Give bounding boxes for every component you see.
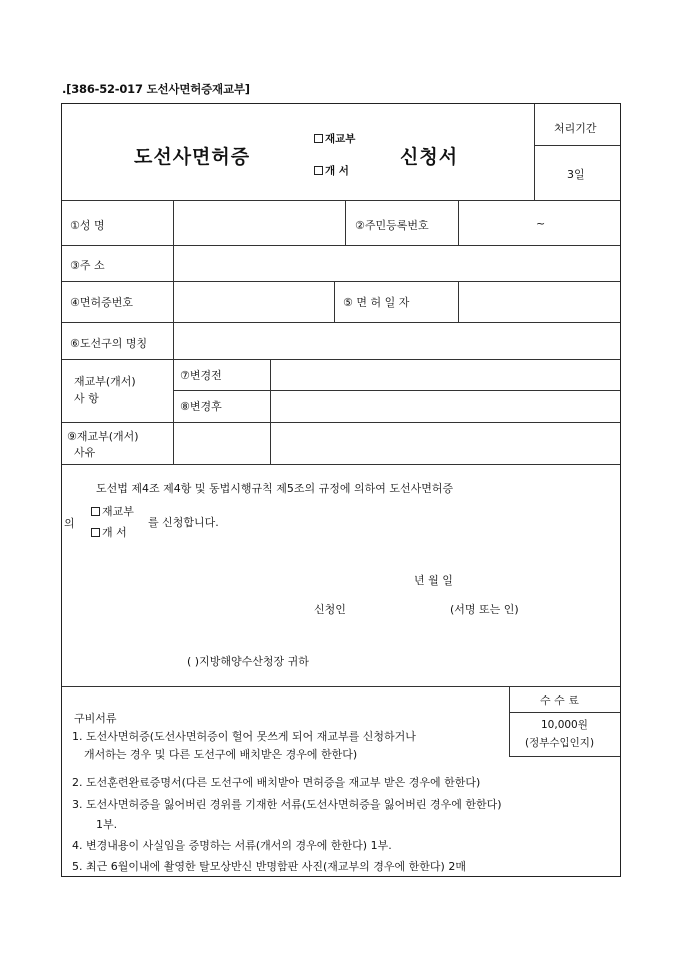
document-item-4: 4. 변경내용이 사실임을 증명하는 서류(개서의 경우에 한한다) 1부. — [72, 839, 392, 852]
option-reissue — [314, 131, 355, 146]
statement-opt2-label: 개 서 — [102, 526, 127, 539]
replace-checkbox[interactable] — [314, 166, 323, 175]
documents-title: 구비서류 — [74, 712, 117, 725]
label-pilot-area: ⑥도선구의 명칭 — [70, 337, 148, 350]
fee-note: (정부수입인지) — [525, 737, 595, 749]
document-item-5: 5. 최근 6월이내에 촬영한 탈모상반신 반명함판 사진(재교부의 경우에 한한다) 2매 — [72, 860, 466, 873]
label-change-items-1: 재교부(개서) — [74, 375, 136, 388]
application-form — [61, 103, 621, 877]
statement-signature: (서명 또는 인) — [450, 603, 519, 616]
statement-replace-checkbox[interactable] — [91, 528, 100, 537]
statement-reissue-checkbox[interactable] — [91, 507, 100, 516]
statement-ui: 의 — [64, 517, 75, 530]
document-item-3b: 1부. — [96, 818, 118, 831]
label-reason-1: ⑨재교부(개서) — [67, 430, 139, 443]
processing-value: 3일 — [567, 168, 585, 181]
label-before: ⑦변경전 — [180, 369, 222, 382]
label-address: ③주 소 — [70, 259, 105, 272]
statement-date: 년 월 일 — [414, 574, 453, 587]
label-change-items-2: 사 항 — [74, 392, 99, 405]
document-item-2: 2. 도선훈련완료증명서(다른 도선구에 배치받아 면허증을 재교부 받은 경우에 한한다) — [72, 776, 481, 789]
rrn-separator: ~ — [536, 217, 546, 230]
document-item-3a: 3. 도선사면허증을 잃어버린 경위를 기재한 서류(도선사면허증을 잃어버린 경우에 한한다) — [72, 798, 502, 811]
label-reason-2: 사유 — [74, 446, 96, 459]
statement-opt-replace — [91, 524, 127, 540]
statement-tail: 를 신청합니다. — [148, 516, 219, 529]
statement-applicant: 신청인 — [314, 603, 346, 616]
document-item-1a: 1. 도선사면허증(도선사면허증이 헐어 못쓰게 되어 재교부를 신청하거나 — [72, 730, 416, 743]
label-license-no: ④면허증번호 — [70, 296, 133, 309]
statement-line1: 도선법 제4조 제4항 및 동법시행규칙 제5조의 규정에 의하여 도선사면허증 — [96, 482, 454, 495]
fee-amount: 10,000원 — [541, 719, 588, 731]
label-rrn: ②주민등록번호 — [355, 219, 429, 232]
label-license-date: ⑤ 면 허 일 자 — [343, 296, 410, 309]
form-code: .[386-52-017 도선사면허증재교부] — [62, 82, 250, 96]
title-right: 신청서 — [400, 146, 459, 168]
label-after: ⑧변경후 — [180, 400, 222, 413]
option-replace-label: 개 서 — [325, 165, 349, 177]
statement-opt1-label: 재교부 — [102, 505, 134, 518]
option-replace — [314, 163, 349, 178]
fee-label: 수 수 료 — [540, 694, 579, 707]
reissue-checkbox[interactable] — [314, 134, 323, 143]
statement-opt-reissue — [91, 503, 134, 519]
label-name: ①성 명 — [70, 219, 105, 232]
processing-label: 처리기간 — [554, 122, 597, 135]
title-left: 도선사면허증 — [134, 146, 251, 168]
option-reissue-label: 재교부 — [325, 133, 356, 145]
document-item-1b: 개서하는 경우 및 다른 도선구에 배치받은 경우에 한한다) — [84, 748, 358, 761]
statement-addressee: ( )지방해양수산청장 귀하 — [187, 655, 309, 668]
